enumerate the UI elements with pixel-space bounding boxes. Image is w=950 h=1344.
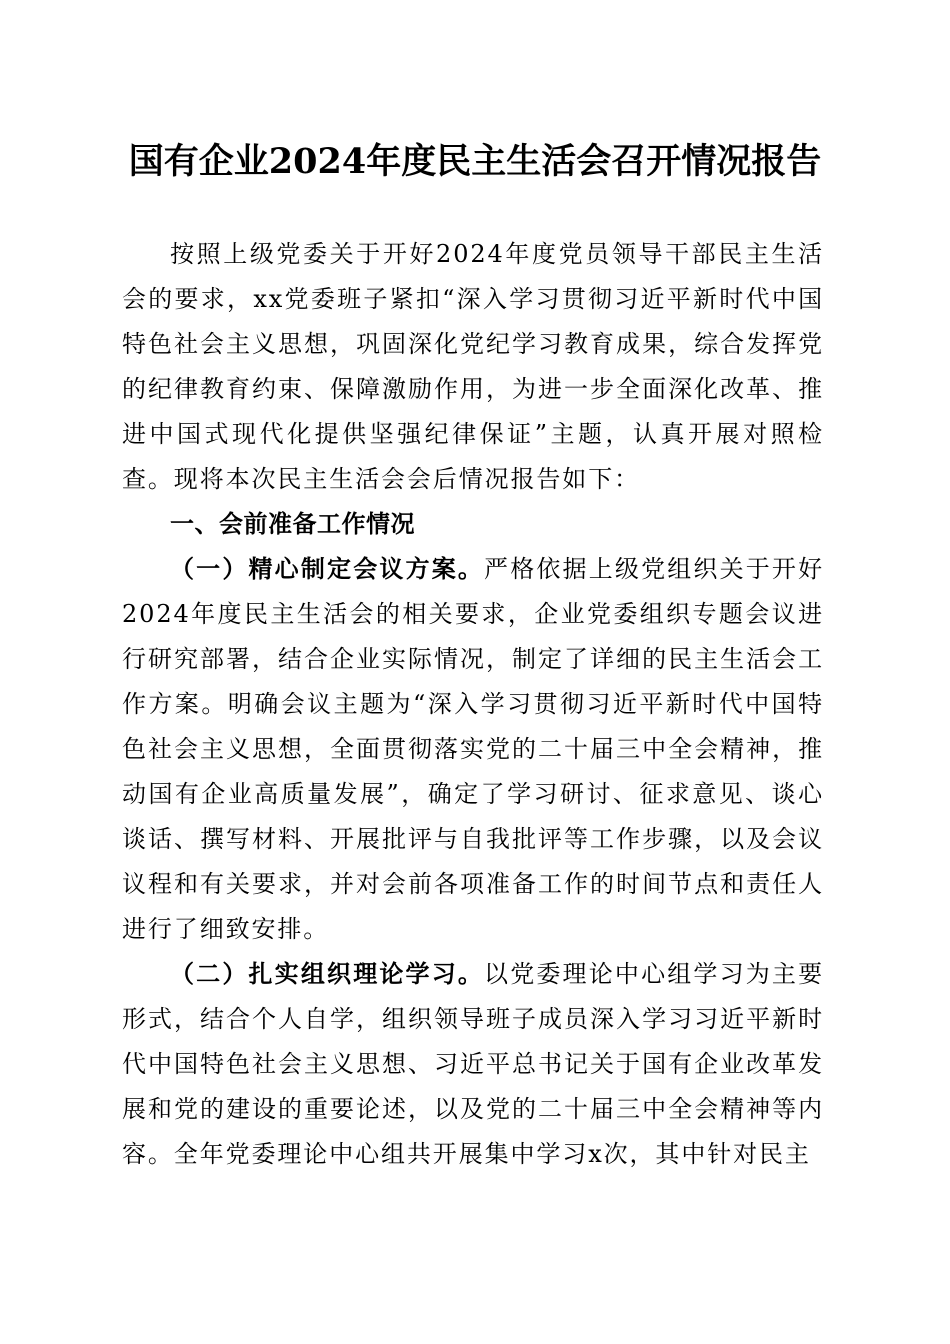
section-heading-1: 一、会前准备工作情况 [170,510,415,538]
item-1-lead: （一）精心制定会议方案。 [170,555,485,583]
paragraph-item-1 [122,547,824,952]
item-2-body: 以党委理论中心组学习为主要形式，结合个人自学，组织领导班子成员深入学习习近平新时代中国特色社会主义思想、习近平总书记关于国有企业改革发展和党的建设的重要论述，以及党的二十届三中全会精神等内容。全年党委理论中心组共开展集中学习x次，其中针对民主 [122,960,824,1168]
document-title: 国有企业2024年度民主生活会召开情况报告 [128,141,822,182]
document-body [122,232,824,1177]
item-2-lead: （二）扎实组织理论学习。 [170,960,485,988]
paragraph-item-2 [122,952,824,1177]
intro-paragraph: 按照上级党委关于开好2024年度党员领导干部民主生活会的要求，xx党委班子紧扣“深入学习贯彻习近平新时代中国特色社会主义思想，巩固深化党纪学习教育成果，综合发挥党的纪律教育约束、保障激励作用，为进一步全面深化改革、推进中国式现代化提供坚强纪律保证”主题，认真开展对照检查。现将本次民主生活会会后情况报告如下： [122,240,824,493]
item-1-body: 严格依据上级党组织关于开好2024年度民主生活会的相关要求，企业党委组织专题会议进行研究部署，结合企业实际情况，制定了详细的民主生活会工作方案。明确会议主题为“深入学习贯彻习近平新时代中国特色社会主义思想，全面贯彻落实党的二十届三中全会精神，推动国有企业高质量发展”，确定了学习研讨、征求意见、谈心谈话、撰写材料、开展批评与自我批评等工作步骤，以及会议议程和有关要求，并对会前各项准备工作的时间节点和责任人进行了细致安排。 [122,555,824,943]
